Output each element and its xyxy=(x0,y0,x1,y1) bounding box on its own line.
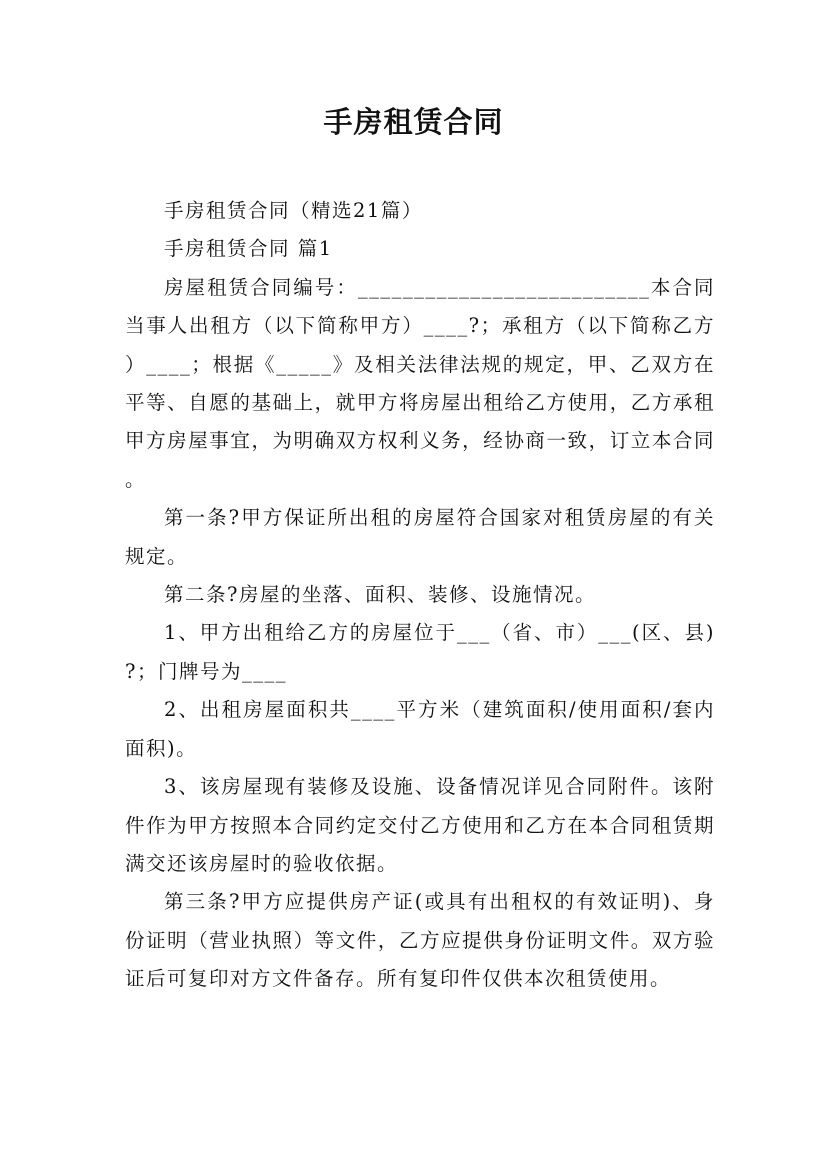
document-title: 手房租赁合同 xyxy=(323,105,504,139)
article-2-item-3-paragraph: 3、该房屋现有装修及设施、设备情况详见合同附件。该附件作为甲方按照本合同约定交付乙方使用和乙方在本合同租赁期满交还该房屋时的验收依据。 xyxy=(125,775,715,875)
article-1-paragraph: 第一条?甲方保证所出租的房屋符合国家对租赁房屋的有关规定。 xyxy=(125,506,715,568)
article-3-paragraph: 第三条?甲方应提供房产证(或具有出租权的有效证明)、身份证明（营业执照）等文件，乙方应提供身份证明文件。双方验证后可复印对方文件备存。所有复印件仅供本次租赁使用。 xyxy=(125,890,715,991)
article-2-item-1-paragraph: 1、甲方出租给乙方的房屋位于___（省、市）___(区、县)?；门牌号为____ xyxy=(125,621,715,683)
subtitle-paragraph: 手房租赁合同（精选21篇） xyxy=(164,199,423,222)
article-2-item-2-paragraph: 2、出租房屋面积共____平方米（建筑面积/使用面积/套内面积)。 xyxy=(125,698,715,760)
article-2-paragraph: 第二条?房屋的坐落、面积、装修、设施情况。 xyxy=(164,583,596,607)
section-heading-paragraph: 手房租赁合同 篇1 xyxy=(164,237,333,261)
contract-intro-paragraph: 房屋租赁合同编号：__________________________本合同当事人出租方（以下简称甲方）____?；承租方（以下简称乙方）____；根据《_____》及相关法律法规的规定，甲、乙双方在平等、自愿的基础上，就甲方将房屋出租给乙方使用，乙方承租甲方房屋事宜，为明确双方权利义务，经协商一致，订立本合同。 xyxy=(125,275,715,491)
document-body xyxy=(125,192,715,999)
